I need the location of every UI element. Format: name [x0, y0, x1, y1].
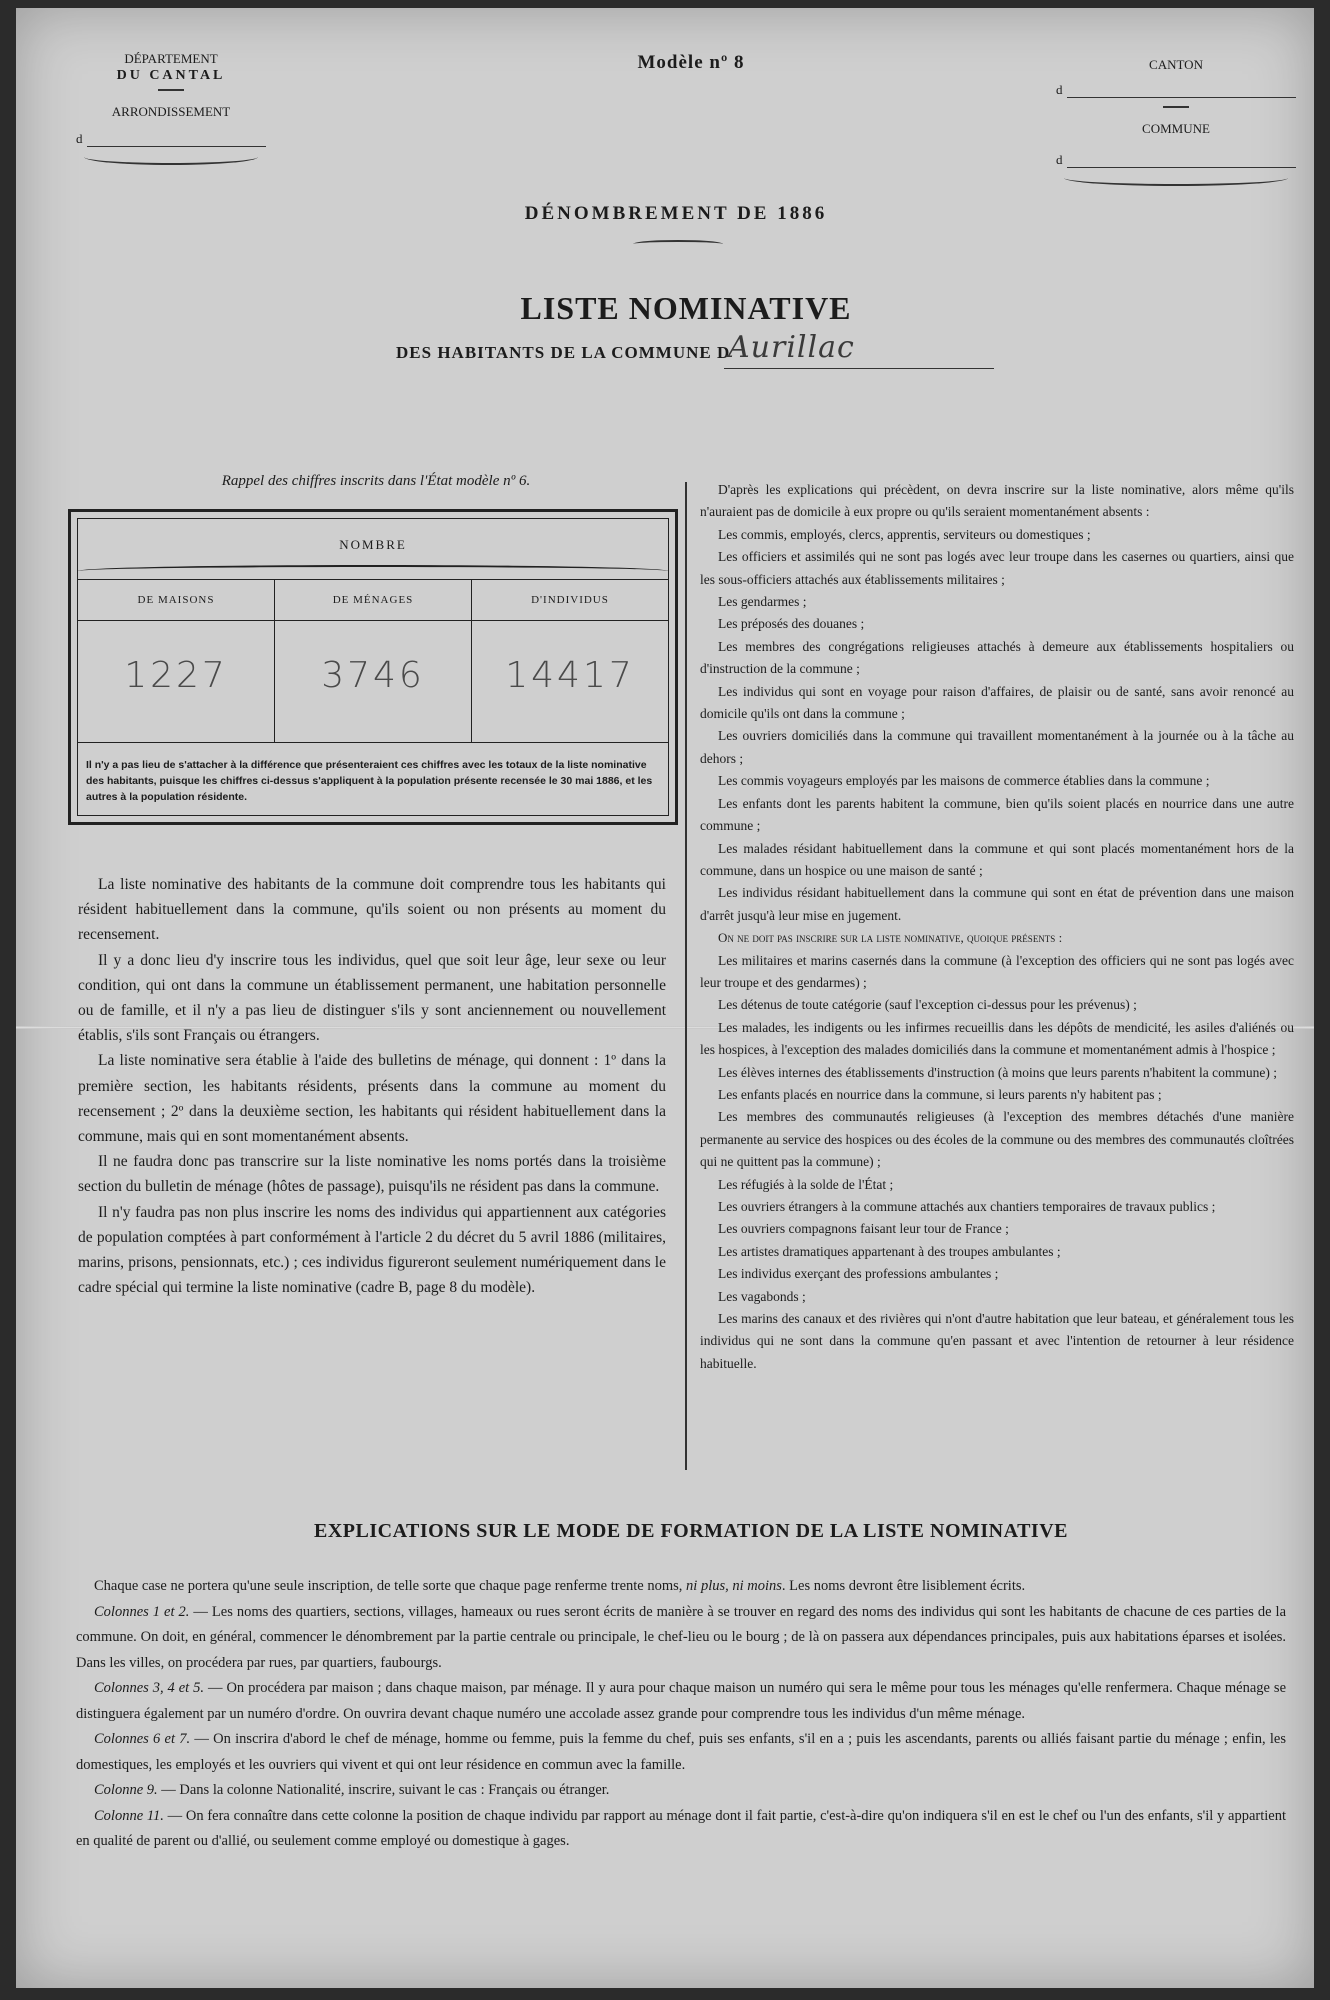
list-item: Les marins des canaux et des rivières qui n'ont d'autre habitation que leur bateau, et généralement tous les individus qui ne sont dans la commune qu'en passant et avec l'intention de retourner à leur résidence habituelle. [700, 1311, 1294, 1371]
header-ornament [78, 565, 668, 577]
list-item: Les ouvriers domiciliés dans la commune qui travaillent momentanément à la journée ou à la tâche au dehors ; [700, 728, 1294, 766]
individus-value: 14417 [505, 655, 635, 696]
list-item: Les individus exerçant des professions ambulantes ; [718, 1266, 999, 1282]
menages-value: 3746 [321, 655, 425, 696]
header-canton [1056, 56, 1296, 186]
menages-header: DE MÉNAGES [332, 594, 414, 606]
explanations-intro: Chaque case ne portera qu'une seule inscription, de telle sorte que chaque page renferme trente noms, ni plus, ni moins. Les noms devront être lisiblement écrits. [94, 1578, 1026, 1594]
right-instructions [700, 479, 1294, 1375]
menages-column [275, 580, 472, 742]
commune-prefix: d [1056, 152, 1063, 167]
header-department [76, 50, 266, 165]
paragraph: Il y a donc lieu d'y inscrire tous les individus, quel que soit leur âge, leur sexe ou leur condition, qui ont dans la commune un établissement permanent, une habitation personnelle ou de famille, et il n'y a pas lieu de distinguer s'ils y sont anciennement ou nouvellement établis, s'ils sont Français ou étrangers. [78, 951, 666, 1045]
commune-field [1056, 151, 1296, 168]
canton-prefix: d [1056, 82, 1063, 97]
flourish [1064, 170, 1288, 186]
divider [158, 89, 184, 91]
intro: D'après les explications qui précèdent, on devra inscrire sur la liste nominative, alors même qu'ils n'auraient pas de domicile à eux propre ou qu'ils seraient momentanément absents : [700, 482, 1294, 520]
column-divider [685, 482, 687, 1470]
department-name: DU CANTAL [116, 68, 226, 83]
list-item: Les vagabonds ; [718, 1288, 806, 1304]
list-item: Les militaires et marins casernés dans la commune (à l'exception des officiers qui ne sont pas logés avec leur troupe et des gendarmes) ; [700, 952, 1294, 990]
list-item: Les détenus de toute catégorie (sauf l'exception ci-dessus pour les prévenus) ; [718, 997, 1137, 1013]
explanations-body [76, 1574, 1286, 1855]
arrondissement-prefix: d [76, 131, 83, 146]
list-item: Les malades résidant habituellement dans la commune et qui sont placés momentanément hors de la commune, dans un hospice ou une maison de santé ; [700, 840, 1294, 878]
column-explanation: Colonne 9. — Dans la colonne Nationalité, inscrire, suivant le cas : Français ou étranger. [94, 1782, 610, 1798]
canton-field [1056, 81, 1296, 98]
individus-header: D'INDIVIDUS [531, 594, 609, 606]
left-instructions [78, 872, 666, 1300]
list-item: Les ouvriers étrangers à la commune attachés aux chantiers temporaires de travaux publics ; [718, 1199, 1216, 1214]
list-item: Les ouvriers compagnons faisant leur tour de France ; [718, 1221, 1009, 1237]
list-item: Les préposés des douanes ; [718, 616, 865, 632]
nombre-header: NOMBRE [339, 537, 407, 552]
list-item: Les commis, employés, clercs, apprentis, serviteurs ou domestiques ; [718, 526, 1091, 542]
list-item: Les malades, les indigents ou les infirmes recueillis dans les dépôts de mendicité, les asiles d'aliénés ou les hospices, à l'exception des malades domiciliés dans la commune et momentanément admis à l'hospice ; [700, 1019, 1294, 1058]
model-number: Modèle nº 8 [637, 52, 745, 73]
maisons-column [78, 580, 275, 742]
commune-name-handwritten: Aurillac [728, 330, 855, 365]
individus-column [472, 580, 668, 742]
rappel-note: Il n'y a pas lieu de s'attacher à la différence que présenteraient ces chiffres avec les totaux de la liste nominative des habitants, puisque les chiffres ci-dessus s'appliquent à la population présente recensée le 30 mai 1886, et les autres à la population résidente. [86, 759, 653, 803]
paragraph: La liste nominative des habitants de la commune doit comprendre tous les habitants qui résident habituellement dans la commune, qu'ils soient ou non présents au moment du recensement. [78, 876, 666, 944]
list-item: Les enfants dont les parents habitent la commune, bien qu'ils soient placés en nourrice dans une autre commune ; [700, 795, 1294, 834]
list-title: LISTE NOMINATIVE [520, 290, 852, 326]
explanations-title: EXPLICATIONS SUR LE MODE DE FORMATION DE LA LISTE NOMINATIVE [314, 1520, 1068, 1542]
rappel-table [68, 509, 678, 825]
arrondissement-field [76, 130, 266, 147]
list-item: Les gendarmes ; [718, 594, 807, 610]
commune-label: COMMUNE [1142, 121, 1210, 136]
commune-underline [724, 368, 994, 369]
paragraph: Il n'y faudra pas non plus inscrire les noms des individus qui appartiennent aux catégories de population comptées à part conformément à l'article 2 du décret du 5 avril 1886 (militaires, marins, prisons, pensionnats, etc.) ; ces individus figureront seulement numériquement dans le cadre spécial qui termine la liste nominative (cadre B, page 8 du modèle). [78, 1203, 666, 1297]
column-explanation: Colonnes 1 et 2. — Les noms des quartiers, sections, villages, hameaux ou rues seront écrits de manière à se trouver en regard des noms des individus qui sont les habitants de chacune de ces parties de la commune. On doit, en général, commencer le dénombrement par la partie centrale ou principale, le chef-lieu ou le bourg ; de là on passera aux dépendances principales, puis aux habitations éparses et isolées. Dans les villes, on procédera par rues, par quartiers, faubourgs. [76, 1603, 1286, 1671]
flourish [84, 149, 258, 165]
list-item: Les individus qui sont en voyage pour raison d'affaires, de plaisir ou de santé, sans avoir renoncé au domicile qu'ils ont dans la commune ; [700, 683, 1294, 722]
list-item: Les réfugiés à la solde de l'État ; [718, 1176, 894, 1192]
title-ornament [633, 240, 723, 248]
rappel-caption: Rappel des chiffres inscrits dans l'État modèle nº 6. [221, 473, 531, 489]
list-item: Les artistes dramatiques appartenant à des troupes ambulantes ; [718, 1243, 1061, 1259]
list-item: Les enfants placés en nourrice dans la commune, si leurs parents n'y habitent pas ; [718, 1086, 1162, 1102]
column-explanation: Colonne 11. — On fera connaître dans cette colonne la position de chaque individu par rapport au ménage dont il fait partie, c'est-à-dire qu'on indiquera s'il en est le chef ou l'un des enfants, s'il y appartient en qualité de parent ou d'allié, ou seulement comme employé ou domestique à gages. [76, 1807, 1287, 1849]
paragraph: Il ne faudra donc pas transcrire sur la liste nominative les noms portés dans la troisième section du bulletin de ménage (hôtes de passage), puisqu'ils ne résident pas dans la commune. [78, 1153, 666, 1196]
maisons-value: 1227 [124, 655, 228, 696]
list-item: Les membres des congrégations religieuses attachés à demeure aux établissements hospitaliers ou d'instruction de la commune ; [700, 638, 1294, 677]
list-item: Les commis voyageurs employés par les maisons de commerce établies dans la commune ; [718, 773, 1210, 789]
divider [1163, 106, 1189, 108]
maisons-header: DE MAISONS [137, 594, 215, 606]
exclusion-heading: On ne doit pas inscrire sur la liste nominative, quoique présents : [718, 930, 1063, 946]
list-item: Les élèves internes des établissements d'instruction (à moins que leurs parents n'habitent la commune) ; [718, 1064, 1277, 1080]
list-item: Les officiers et assimilés qui ne sont pas logés avec leur troupe dans les casernes ou quartiers, ainsi que les sous-officiers attachés aux établissements militaires ; [700, 549, 1294, 587]
inhabitants-subtitle: DES HABITANTS DE LA COMMUNE D [396, 343, 731, 362]
arrondissement-label: ARRONDISSEMENT [111, 104, 231, 119]
paragraph: La liste nominative sera établie à l'aide des bulletins de ménage, qui donnent : 1º dans la première section, les habitants résidents, présents dans la commune au moment du recensement ; 2º dans la deuxième section, les habitants qui résident habituellement dans la commune, mais qui en sont momentanément absents. [78, 1052, 666, 1146]
column-explanation: Colonnes 3, 4 et 5. — On procédera par maison ; dans chaque maison, par ménage. Il y aura pour chaque maison un numéro qui sera le même pour tous les ménages qu'elle renfermera. Chaque ménage se distinguera également par un numéro d'ordre. On ouvrira devant chaque numéro une accolade assez grande pour comprendre tous les individus d'un même ménage. [76, 1680, 1286, 1722]
canton-label: CANTON [1149, 57, 1203, 72]
department-label: DÉPARTEMENT [124, 51, 218, 66]
document-page [16, 8, 1314, 1988]
list-item: Les individus résidant habituellement dans la commune qui sont en état de prévention dans une maison d'arrêt jusqu'à leur mise en jugement. [700, 885, 1294, 923]
census-title: DÉNOMBREMENT DE 1886 [524, 203, 828, 224]
list-item: Les membres des communautés religieuses (à l'exception des membres détachés d'une manière permanente au service des hospices ou des écoles de la commune ou des membres des communautés cloîtrées qui ne quittent pas la commune) ; [700, 1109, 1294, 1170]
column-explanation: Colonnes 6 et 7. — On inscrira d'abord le chef de ménage, homme ou femme, puis la femme du chef, puis ses enfants, s'il en a ; puis les ascendants, parents ou alliés faisant partie du ménage ; enfin, les domestiques, les employés et les ouvriers qui vivent et qui ont leur résidence en commun avec la famille. [76, 1731, 1286, 1773]
